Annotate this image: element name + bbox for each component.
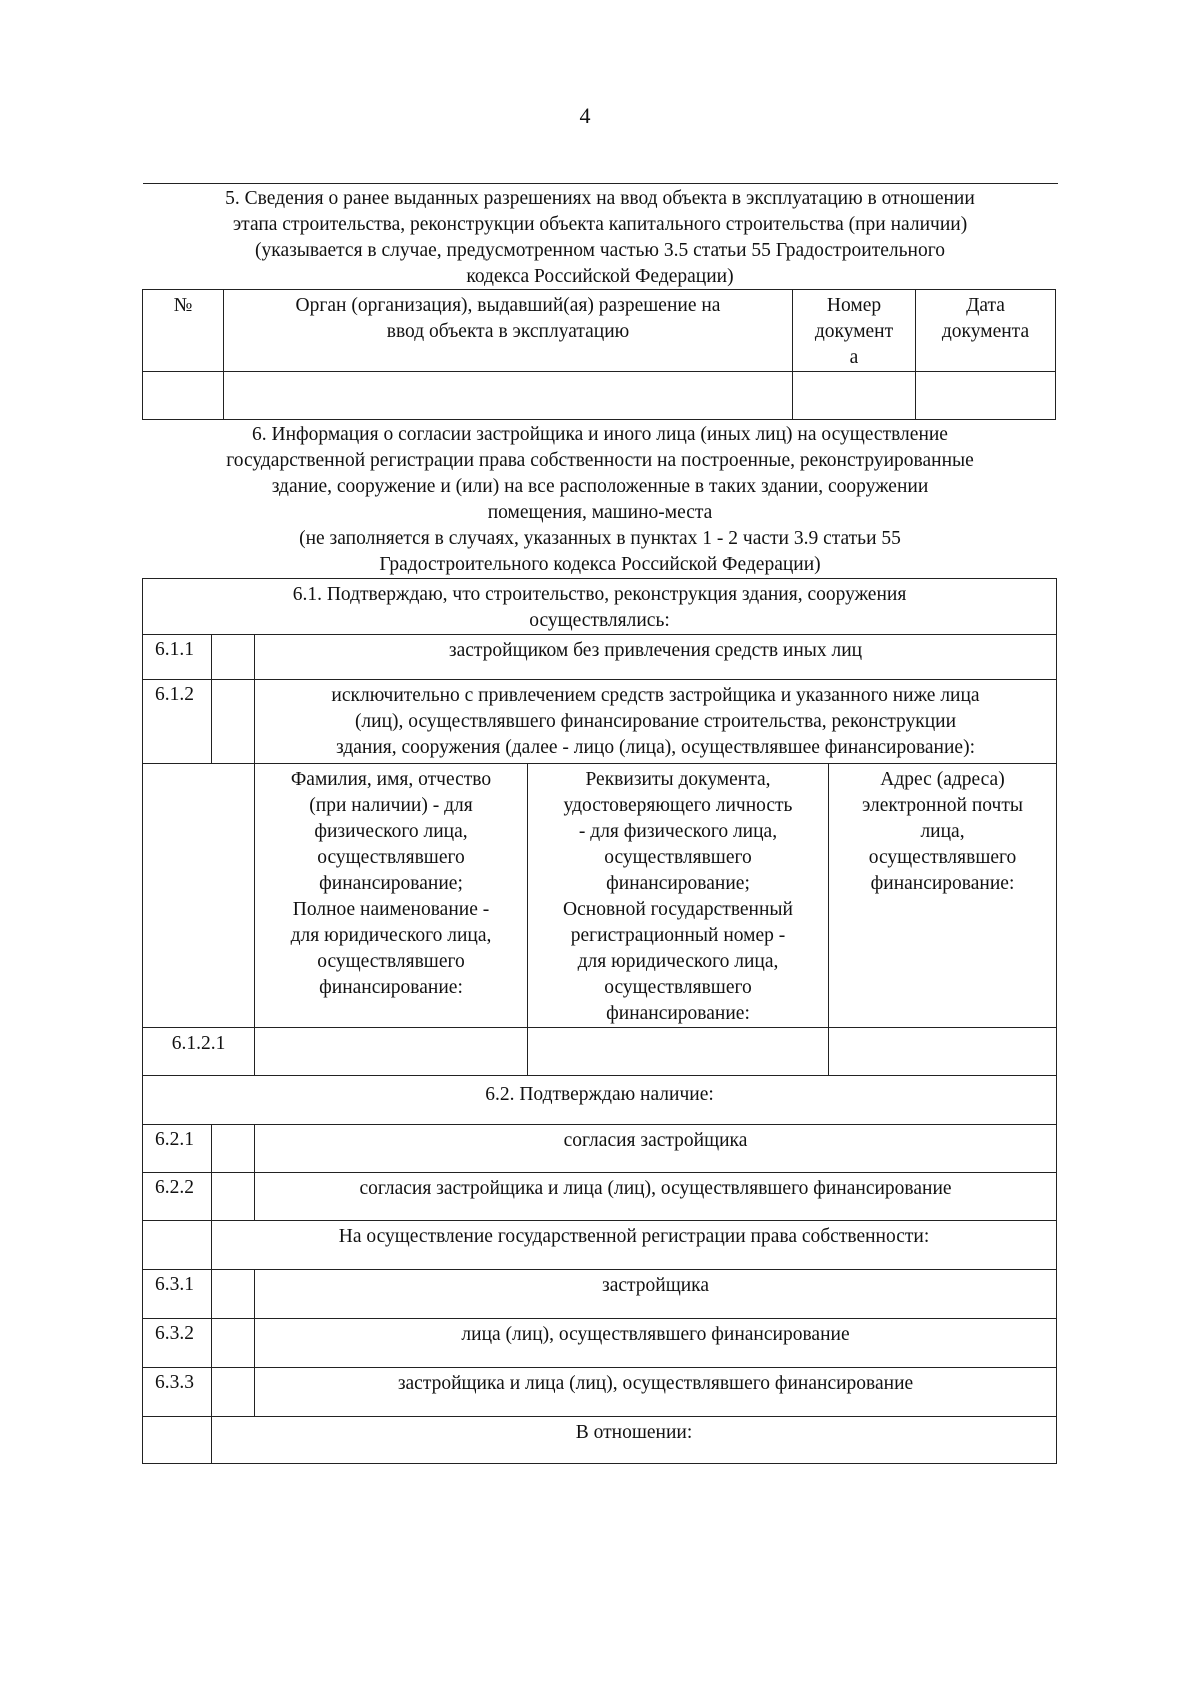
section-6-1-title-row [143,579,1057,635]
section-5-line: 5. Сведения о ранее выданных разрешениях на ввод объекта в эксплуатацию в отношении [225,188,975,209]
header-line: для юридического лица, [290,925,492,946]
header-line: финансирование; [606,873,750,894]
checkbox-cell[interactable] [212,1125,255,1173]
checkbox-cell[interactable] [212,1173,255,1221]
header-line: Реквизиты документа, [585,769,771,790]
header-line: финансирование: [319,977,463,998]
empty-cell[interactable] [793,372,916,420]
item-number: 6.3.3 [143,1368,212,1417]
registration-title: На осуществление государственной регистрации права собственности: [212,1221,1057,1270]
header-label: ввод объекта в эксплуатацию [386,321,630,342]
header-line: регистрационный номер - [570,925,786,946]
option-line: (лиц), осуществлявшего финансирование строительства, реконструкции [354,711,957,732]
checkbox-cell[interactable] [212,635,255,680]
item-number: 6.3.2 [143,1319,212,1368]
option-row-6-1-1 [143,635,1057,680]
header-line: (при наличии) - для [309,795,473,816]
empty-cell[interactable] [143,372,224,420]
empty-cell [143,1221,212,1270]
item-number: 6.3.1 [143,1270,212,1319]
header-label: а [849,347,859,368]
section-6-line: государственной регистрации права собственности на построенные, реконструированные [226,450,974,471]
section-5-line: этапа строительства, реконструкции объекта капитального строительства (при наличии) [232,214,968,235]
option-text: застройщика [255,1270,1057,1319]
financier-id-doc-header [528,764,829,1028]
item-number: 6.2.2 [143,1173,212,1221]
option-line: здания, сооружения (далее - лицо (лица), осуществлявшее финансирование): [336,737,975,758]
financier-email-cell[interactable] [829,1028,1057,1076]
financier-name-header [255,764,528,1028]
header-line: Полное наименование - [292,899,490,920]
header-label: Орган (организация), выдавший(ая) разрешение на [295,295,721,316]
col-doc-number-header [793,290,916,372]
header-line: финансирование; [319,873,463,894]
financier-email-header [829,764,1057,1028]
header-label: документа [941,321,1030,342]
section-6-line: (не заполняется в случаях, указанных в пунктах 1 - 2 части 3.9 статьи 55 [299,528,901,549]
section-6-line: здание, сооружение и (или) на все расположенные в таких здании, сооружении [271,476,929,497]
option-row-6-1-2 [143,680,1057,764]
option-row-6-2-1 [143,1125,1057,1173]
empty-cell[interactable] [916,372,1056,420]
permits-table [142,289,1056,420]
header-line: Фамилия, имя, отчество [290,769,492,790]
header-line: финансирование: [870,873,1015,894]
checkbox-cell[interactable] [212,680,255,764]
section-6-1-title [143,579,1057,635]
empty-cell[interactable] [224,372,793,420]
page-number: 4 [579,103,591,128]
section-6-heading [140,422,1060,578]
section-6-2-title-row [143,1076,1057,1125]
header-line: для юридического лица, [577,951,779,972]
header-line: физического лица, [314,821,468,842]
header-line: осуществлявшего [868,847,1017,868]
item-number: 6.2.1 [143,1125,212,1173]
checkbox-cell[interactable] [212,1368,255,1417]
regarding-title: В отношении: [212,1417,1057,1464]
header-label: № [173,295,193,316]
header-line: осуществлявшего [317,951,465,972]
financier-row-6-1-2-1 [143,1028,1057,1076]
header-label: документ [814,321,894,342]
option-text: согласия застройщика [255,1125,1057,1173]
section-6-line: помещения, машино-места [487,502,713,523]
header-line: удостоверяющего личность [563,795,793,816]
checkbox-cell[interactable] [212,1319,255,1368]
option-text [255,680,1057,764]
table-header-row [143,290,1056,372]
header-line: Основной государственный [563,899,793,920]
option-text: застройщика и лица (лиц), осуществлявшего финансирование [255,1368,1057,1417]
regarding-row [143,1417,1057,1464]
consent-table [142,578,1057,1464]
header-divider [143,183,1058,184]
section-5-line: кодекса Российской Федерации) [466,266,734,287]
header-line: осуществлявшего [604,977,752,998]
option-row-6-2-2 [143,1173,1057,1221]
header-label: Номер [826,295,882,316]
option-text: застройщиком без привлечения средств иных лиц [255,635,1057,680]
section-5-line: (указывается в случае, предусмотренном частью 3.5 статьи 55 Градостроительного [255,240,945,261]
option-text: согласия застройщика и лица (лиц), осуществлявшего финансирование [255,1173,1057,1221]
option-line: исключительно с привлечением средств застройщика и указанного ниже лица [331,685,980,706]
section-6-line: Градостроительного кодекса Российской Федерации) [379,554,821,575]
col-doc-date-header [916,290,1056,372]
section-5-heading [140,186,1060,290]
header-line: осуществлявшего [604,847,752,868]
section-6-line: 6. Информация о согласии застройщика и иного лица (иных лиц) на осуществление [252,424,948,445]
registration-title-row [143,1221,1057,1270]
item-number: 6.1.2 [143,680,212,764]
financier-id-doc-cell[interactable] [528,1028,829,1076]
header-line: осуществлявшего [317,847,465,868]
financier-name-cell[interactable] [255,1028,528,1076]
empty-cell [143,1417,212,1464]
empty-cell [143,764,255,1028]
header-line: электронной почты [862,795,1023,816]
title-line: 6.1. Подтверждаю, что строительство, реконструкция здания, сооружения [292,584,907,605]
col-organ-header [224,290,793,372]
option-row-6-3-2 [143,1319,1057,1368]
financier-header-row [143,764,1057,1028]
header-line: - для физического лица, [578,821,778,842]
option-text: лица (лиц), осуществлявшего финансирование [255,1319,1057,1368]
section-6-2-title: 6.2. Подтверждаю наличие: [143,1076,1057,1125]
option-row-6-3-1 [143,1270,1057,1319]
table-row [143,372,1056,420]
header-line: лица, [920,821,965,842]
option-row-6-3-3 [143,1368,1057,1417]
header-label: Дата [966,295,1005,316]
header-line: Адрес (адреса) [880,769,1005,790]
col-number-header [143,290,224,372]
title-line: осуществлялись: [529,610,670,631]
item-number: 6.1.1 [143,635,212,680]
header-line: финансирование: [606,1003,750,1024]
checkbox-cell[interactable] [212,1270,255,1319]
item-number: 6.1.2.1 [143,1028,255,1076]
